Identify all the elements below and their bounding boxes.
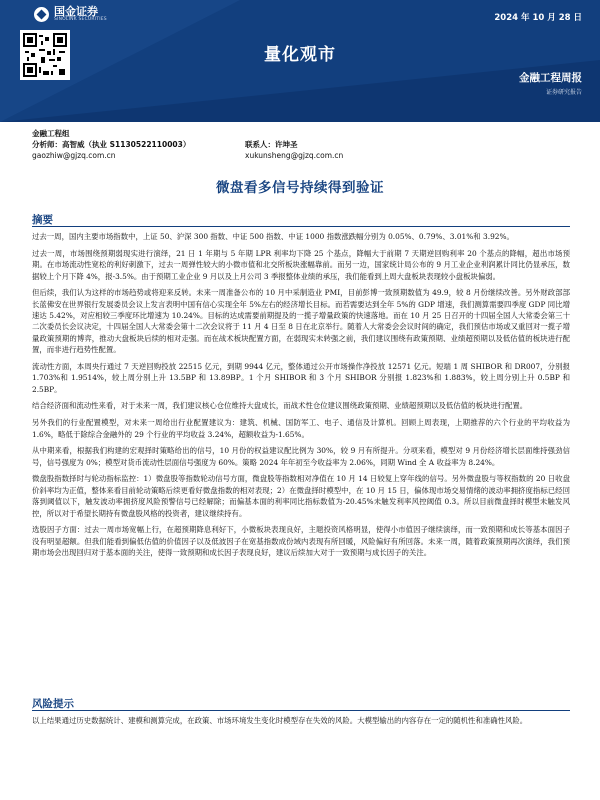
summary-paragraph: 选股因子方面：过去一周市场宽幅上行，在超预期降息利好下，小微板块表现良好，主题投资风格明显，使得小市值因子继续演绎，而一致预期和成长等基本面因子没有明显超额。但我们能看到偏低估值的价值因子以及低波因子在宽基指数成份域内表现有所回暖，风险偏好有所回落。未来一周，随着政策预期再次演绎，我们预期市场会出现回归对于基本面的关注，使得一致预期和成长因子表现良好，建议后续加大对于一致预期与成长因子的关注。 <box>32 525 570 558</box>
summary-rule <box>32 226 570 227</box>
contact-name: 许坤圣 <box>275 140 298 149</box>
risk-heading: 风险提示 <box>32 698 74 710</box>
report-date: 2024 年 10 月 28 日 <box>494 13 582 23</box>
company-logo <box>34 6 107 23</box>
summary-paragraph: 过去一周，市场围绕预期弱现实进行演绎，21 日 1 年期与 5 年期 LPR 利率均下降 25 个基点，降幅大于前期 7 天期逆回购利率 20 个基点的降幅，超出市场预期。在市场流动性宽松的利好刺激下，过去一周弹性较大的小微市值和北交所板块涨幅靠前。而另一边，国家统计局公布的 9 月工业企业利润累计同比仍显承压，数据较上个月下降 4%，报-3.5%。由于预期工业企业 9 月以及上月公司 3 季报整体业绩的承压，我们能看到上周大盘板块表现较小盘板块偏弱。 <box>32 248 570 281</box>
summary-paragraph: 从中期来看，根据我们构建的宏观择时策略给出的信号，10 月份的权益建议配比例为 30%，较 9 月有所提升。分项来看，模型对 9 月份经济增长层面维持强劲信号，信号强度为 0%；模型对货币流动性层面信号强度为 60%。策略 2024 年年初至今收益率为 2.06%，同期 Wind 全 A 收益率为 8.24%。 <box>32 446 570 467</box>
page-title: 量化观市 <box>264 45 336 65</box>
summary-paragraph: 但后续，我们认为这样的市场趋势或将迎来反转。未来一周准备公布的 10 月中采制造业 PMI，目前彭博一致预期数值为 49.9，较 8 月份继续改善。另外财政部部长蓝佛安在世界银行发展委员会议上发言表明中国有信心实现全年 5%左右的经济增长目标。而若需要达到全年 5%的 GDP 增速，我们测算需要四季度 GDP 同比增速达 5.42%，对应相较三季度环比增速为 10.24%。目标的达成需要前期提及的一揽子增量政策的快速落地。而在 10 月 25 日召开的十四届全国人大常委会第三十二次委员长会议决定，十四届全国人大常委会第十二次会议将于 11 月 4 日至 8 日在北京举行。随着人大常委会会议时间的确定，我们预估市场或又重回对一揽子增量政策预期的博弈，推动大盘板块后续的相对走强。而在战术板块配置方面，在弱现实未转强之前，我们建议围绕有政策预期、业绩超预期以及低估值的板块进行配置，而非进行趋势性配置。 <box>32 288 570 355</box>
summary-paragraph: 过去一周，国内主要市场指数中，上证 50、沪深 300 指数、中证 500 指数、中证 1000 指数涨跌幅分别为 0.05%、0.79%、3.01%和 3.92%。 <box>32 232 514 241</box>
summary-body <box>32 231 570 564</box>
report-type: 金融工程周报 <box>519 72 582 84</box>
logo-en: SINOLINK SECURITIES <box>54 17 107 22</box>
analyst-email[interactable]: gaozhiw@gjzq.com.cn <box>32 151 116 160</box>
contact-email[interactable]: xukunsheng@gjzq.com.cn <box>245 151 344 160</box>
analyst-name: 高智威（执业 S1130522110003） <box>62 140 191 149</box>
team-name: 金融工程组 <box>32 129 70 138</box>
contact-line <box>245 139 298 150</box>
logo-icon <box>34 7 49 22</box>
summary-paragraph: 流动性方面，本周央行通过 7 天逆回购投放 22515 亿元，到期 9944 亿元，整体通过公开市场操作净投放 12571 亿元。短端 1 周 SHIBOR 和 DR007，分别报 1.703%和 1.9514%，较上周分别上升 13.5BP 和 13.89BP。1 个月 SHIBOR 和 3 个月 SHIBOR 分别报 1.823%和 1.883%，较上周分别上升 0.5BP 和 2.5BP。 <box>32 361 570 394</box>
summary-paragraph: 结合经济面和流动性来看，对于未来一周，我们建议核心仓位维持大盘成长，而战术性仓位建议围绕政策预期、业绩超预期以及低估值的板块进行配置。 <box>32 401 528 411</box>
document-title: 微盘看多信号持续得到验证 <box>216 180 384 196</box>
risk-body <box>32 715 570 732</box>
analyst-label: 分析师： <box>32 140 62 149</box>
logo-cn: 国金证券 <box>54 5 98 18</box>
risk-rule <box>32 710 570 711</box>
report-subtype: 证券研究报告 <box>545 89 582 96</box>
summary-heading: 摘要 <box>32 214 53 226</box>
risk-paragraph: 以上结果通过历史数据统计、建模和测算完成，在政策、市场环境发生变化时模型存在失效的风险。大模型输出的内容存在一定的随机性和准确性风险。 <box>32 716 528 725</box>
summary-paragraph: 另外我们的行业配置模型，对未来一周给出行业配置建议为：建筑、机械、国防军工、电子、通信及计算机。回顾上周表现，上期推荐的六个行业的平均收益为 1.6%，略低于除综合金融外的 29 个行业的平均收益 3.24%，超额收益为-1.65%。 <box>32 418 570 439</box>
email-row <box>32 150 572 161</box>
author-row <box>32 139 572 150</box>
author-block <box>32 128 572 161</box>
header-banner <box>0 0 600 122</box>
summary-paragraph: 微盘股指数择时与轮动指标监控：1）微盘股等指数轮动信号方面，微盘股等指数相对净值在 10 月 14 日较复上穿年线的信号。另外微盘股与等权指数的 20 日收盘价斜率均为正值，整体来看目前轮动策略后续更看好微盘指数的相对表现；2）在微盘择时模型中，在 10 月 15 日，偏体现市场交易情绪的波动率拥挤度指标已经回落到阈值以下，触发波动率拥挤度风险预警信号已经解除；而偏基本面的利率同比指标数值为-20.45%未触发利率风控阈值 0.3。所以目前微盘择时模型未触发风控，所以对于希望长期持有微盘股风格的投资者，建议继续持有。 <box>32 474 570 518</box>
contact-label: 联系人： <box>245 140 275 149</box>
analyst-line <box>32 139 245 150</box>
